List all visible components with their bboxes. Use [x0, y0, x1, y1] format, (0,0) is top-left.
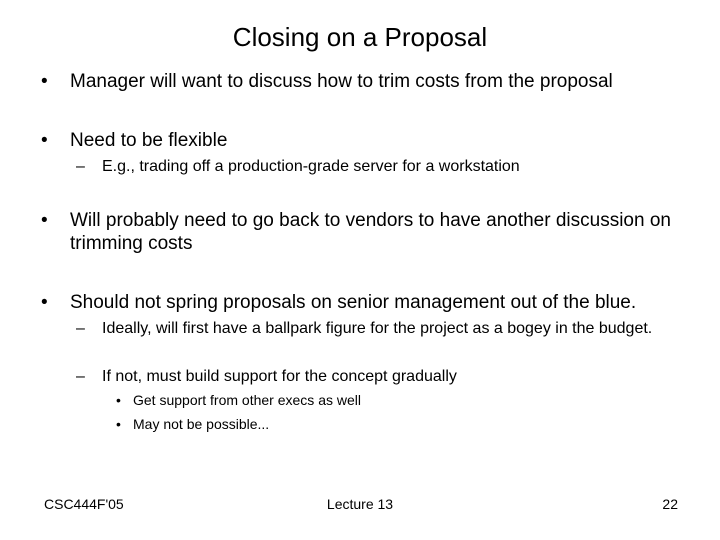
sub-sub-bullet-text: May not be possible... — [133, 416, 270, 432]
bullet-text: Manager will want to discuss how to trim costs from the proposal — [70, 71, 613, 92]
bullet-text: Will probably need to go back to vendors to have another discussion on trimming costs — [70, 210, 671, 254]
sub-sub-bullet-text: Get support from other execs as well — [133, 392, 361, 408]
sub-bullet-text: If not, must build support for the concept gradually — [102, 368, 457, 385]
footer-page-number: 22 — [662, 496, 678, 512]
footer-course-code: CSC444F'05 — [44, 496, 124, 512]
bullet-marker: • — [41, 292, 48, 313]
slide-title: Closing on a Proposal — [232, 22, 488, 52]
footer-lecture: Lecture 13 — [326, 496, 394, 512]
bullet-text: Should not spring proposals on senior management out of the blue. — [70, 292, 637, 313]
bullet-marker: • — [41, 210, 48, 231]
dash-marker: – — [76, 320, 85, 337]
bullet-marker: • — [41, 71, 48, 92]
bullet-marker: • — [116, 392, 121, 408]
dash-marker: – — [76, 158, 85, 175]
dash-marker: – — [76, 368, 85, 385]
bullet-text: Need to be flexible — [70, 130, 228, 151]
sub-bullet-text: Ideally, will first have a ballpark figure for the project as a bogey in the budget. — [102, 320, 653, 337]
bullet-marker: • — [41, 130, 48, 151]
sub-bullet-text: E.g., trading off a production-grade server for a workstation — [102, 158, 520, 175]
bullet-marker: • — [116, 416, 121, 432]
